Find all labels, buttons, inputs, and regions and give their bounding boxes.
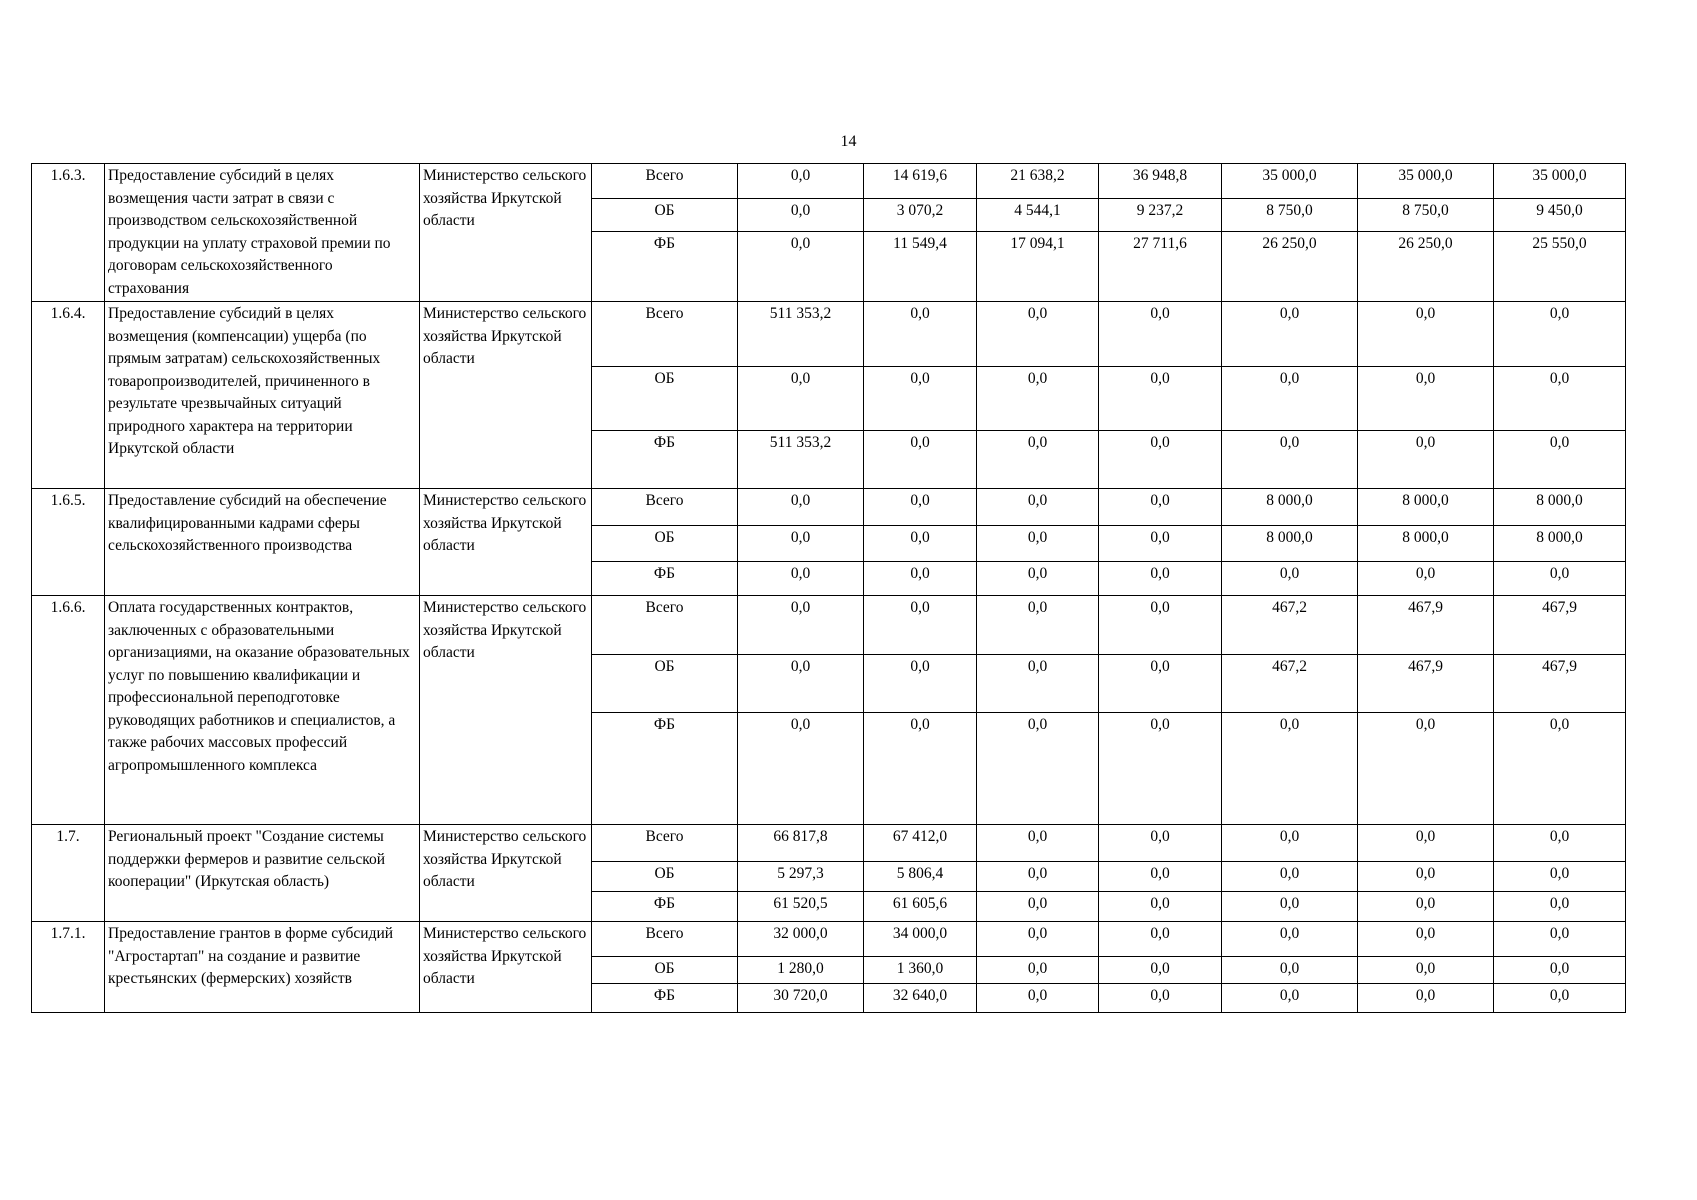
amount-cell: 0,0: [977, 862, 1099, 892]
amount-cell: 0,0: [738, 655, 864, 713]
page-number: 14: [840, 133, 857, 150]
amount-cell: 511 353,2: [738, 302, 864, 367]
amount-cell: 0,0: [977, 825, 1099, 862]
amount-cell: 0,0: [1099, 984, 1222, 1013]
amount-cell: 0,0: [738, 713, 864, 825]
funding-source: ОБ: [592, 862, 738, 892]
amount-cell: 0,0: [1358, 431, 1494, 489]
table-row: [32, 922, 1626, 957]
table-row: [32, 164, 1626, 199]
amount-cell: 0,0: [864, 367, 977, 431]
amount-cell: 35 000,0: [1494, 164, 1626, 199]
amount-cell: 0,0: [1099, 922, 1222, 957]
amount-cell: 0,0: [977, 526, 1099, 562]
amount-cell: 0,0: [1099, 825, 1222, 862]
amount-cell: 17 094,1: [977, 232, 1099, 302]
amount-cell: 0,0: [1358, 922, 1494, 957]
amount-cell: 27 711,6: [1099, 232, 1222, 302]
responsible-executor: Министерство сельского хозяйства Иркутской области: [420, 825, 592, 922]
table-row: [32, 489, 1626, 526]
amount-cell: 8 000,0: [1222, 526, 1358, 562]
amount-cell: 25 550,0: [1494, 232, 1626, 302]
table-row: [32, 825, 1626, 862]
item-number: 1.7.1.: [32, 922, 105, 1013]
item-number: 1.6.4.: [32, 302, 105, 489]
amount-cell: 0,0: [738, 489, 864, 526]
amount-cell: 32 000,0: [738, 922, 864, 957]
amount-cell: 26 250,0: [1222, 232, 1358, 302]
amount-cell: 0,0: [1222, 957, 1358, 984]
amount-cell: 26 250,0: [1358, 232, 1494, 302]
amount-cell: 21 638,2: [977, 164, 1099, 199]
funding-source: ФБ: [592, 431, 738, 489]
amount-cell: 467,9: [1358, 655, 1494, 713]
funding-source: ОБ: [592, 655, 738, 713]
amount-cell: 0,0: [1099, 655, 1222, 713]
amount-cell: 0,0: [1494, 367, 1626, 431]
funding-source: Всего: [592, 596, 738, 655]
amount-cell: 3 070,2: [864, 198, 977, 232]
amount-cell: 0,0: [1494, 825, 1626, 862]
amount-cell: 8 750,0: [1222, 198, 1358, 232]
funding-source: ОБ: [592, 957, 738, 984]
amount-cell: 0,0: [1222, 713, 1358, 825]
item-number: 1.7.: [32, 825, 105, 922]
item-name: Региональный проект "Создание системы поддержки фермеров и развитие сельской кооперации" (Иркутская область): [105, 825, 420, 922]
amount-cell: 0,0: [864, 302, 977, 367]
item-name: Оплата государственных контрактов, заключенных с образовательными организациями, на оказание образовательных услуг по повышению квалификации и профессиональной переподготовке руководящих работников и специалистов, а также рабочих массовых профессий агропромышленного комплекса: [105, 596, 420, 825]
amount-cell: 5 806,4: [864, 862, 977, 892]
amount-cell: 35 000,0: [1222, 164, 1358, 199]
amount-cell: 0,0: [1358, 862, 1494, 892]
amount-cell: 0,0: [738, 526, 864, 562]
amount-cell: 0,0: [1494, 431, 1626, 489]
funding-source: Всего: [592, 164, 738, 199]
funding-source: Всего: [592, 922, 738, 957]
amount-cell: 0,0: [738, 232, 864, 302]
amount-cell: 36 948,8: [1099, 164, 1222, 199]
responsible-executor: Министерство сельского хозяйства Иркутской области: [420, 489, 592, 596]
amount-cell: 0,0: [1358, 957, 1494, 984]
amount-cell: 0,0: [864, 562, 977, 596]
amount-cell: 0,0: [1099, 862, 1222, 892]
funding-source: ФБ: [592, 984, 738, 1013]
amount-cell: 0,0: [864, 526, 977, 562]
amount-cell: 511 353,2: [738, 431, 864, 489]
amount-cell: 9 450,0: [1494, 198, 1626, 232]
amount-cell: 0,0: [1222, 367, 1358, 431]
amount-cell: 0,0: [1099, 892, 1222, 922]
amount-cell: 0,0: [738, 562, 864, 596]
item-name: Предоставление грантов в форме субсидий "Агростартап" на создание и развитие крестьянских (фермерских) хозяйств: [105, 922, 420, 1013]
amount-cell: 0,0: [977, 302, 1099, 367]
amount-cell: 0,0: [1222, 892, 1358, 922]
amount-cell: 0,0: [738, 596, 864, 655]
amount-cell: 32 640,0: [864, 984, 977, 1013]
amount-cell: 0,0: [977, 489, 1099, 526]
amount-cell: 66 817,8: [738, 825, 864, 862]
amount-cell: 0,0: [1099, 713, 1222, 825]
funding-source: Всего: [592, 825, 738, 862]
item-number: 1.6.6.: [32, 596, 105, 825]
amount-cell: 1 280,0: [738, 957, 864, 984]
amount-cell: 0,0: [864, 489, 977, 526]
amount-cell: 0,0: [977, 957, 1099, 984]
amount-cell: 1 360,0: [864, 957, 977, 984]
amount-cell: 0,0: [1494, 957, 1626, 984]
amount-cell: 467,2: [1222, 655, 1358, 713]
funding-source: ФБ: [592, 562, 738, 596]
item-name: Предоставление субсидий в целях возмещения части затрат в связи с производством сельскохозяйственной продукции на уплату страховой премии по договорам сельскохозяйственного страхования: [105, 164, 420, 302]
funding-source: ОБ: [592, 198, 738, 232]
amount-cell: 0,0: [977, 922, 1099, 957]
amount-cell: 0,0: [1358, 367, 1494, 431]
funding-source: ОБ: [592, 526, 738, 562]
amount-cell: 61 605,6: [864, 892, 977, 922]
amount-cell: 8 000,0: [1358, 526, 1494, 562]
amount-cell: 0,0: [1222, 862, 1358, 892]
amount-cell: 0,0: [1358, 892, 1494, 922]
amount-cell: 0,0: [1358, 984, 1494, 1013]
item-name: Предоставление субсидий в целях возмещения (компенсации) ущерба (по прямым затратам) сельскохозяйственных товаропроизводителей, причиненного в результате чрезвычайных ситуаций природного характера на территории Иркутской области: [105, 302, 420, 489]
amount-cell: 0,0: [1358, 302, 1494, 367]
responsible-executor: Министерство сельского хозяйства Иркутской области: [420, 164, 592, 302]
amount-cell: 467,9: [1494, 596, 1626, 655]
amount-cell: 4 544,1: [977, 198, 1099, 232]
amount-cell: 0,0: [1222, 984, 1358, 1013]
amount-cell: 0,0: [977, 562, 1099, 596]
table-row: [32, 302, 1626, 367]
amount-cell: 0,0: [1494, 862, 1626, 892]
amount-cell: 0,0: [977, 431, 1099, 489]
amount-cell: 0,0: [1494, 302, 1626, 367]
amount-cell: 0,0: [1222, 562, 1358, 596]
amount-cell: 0,0: [1358, 562, 1494, 596]
amount-cell: 0,0: [977, 655, 1099, 713]
amount-cell: 0,0: [738, 367, 864, 431]
responsible-executor: Министерство сельского хозяйства Иркутской области: [420, 922, 592, 1013]
amount-cell: 0,0: [864, 655, 977, 713]
amount-cell: 34 000,0: [864, 922, 977, 957]
amount-cell: 0,0: [1494, 984, 1626, 1013]
amount-cell: 0,0: [1099, 562, 1222, 596]
amount-cell: 0,0: [864, 596, 977, 655]
amount-cell: 8 000,0: [1222, 489, 1358, 526]
table-row: [32, 596, 1626, 655]
amount-cell: 0,0: [864, 431, 977, 489]
amount-cell: 467,9: [1358, 596, 1494, 655]
amount-cell: 0,0: [1099, 596, 1222, 655]
amount-cell: 0,0: [738, 198, 864, 232]
budget-table: [31, 163, 1626, 1013]
amount-cell: 0,0: [977, 367, 1099, 431]
amount-cell: 0,0: [1222, 825, 1358, 862]
amount-cell: 9 237,2: [1099, 198, 1222, 232]
funding-source: ФБ: [592, 232, 738, 302]
funding-source: ФБ: [592, 713, 738, 825]
amount-cell: 0,0: [977, 892, 1099, 922]
responsible-executor: Министерство сельского хозяйства Иркутской области: [420, 596, 592, 825]
amount-cell: 0,0: [1222, 922, 1358, 957]
item-number: 1.6.5.: [32, 489, 105, 596]
amount-cell: 8 750,0: [1358, 198, 1494, 232]
item-name: Предоставление субсидий на обеспечение квалифицированными кадрами сферы сельскохозяйственного производства: [105, 489, 420, 596]
amount-cell: 0,0: [864, 713, 977, 825]
amount-cell: 14 619,6: [864, 164, 977, 199]
amount-cell: 8 000,0: [1358, 489, 1494, 526]
amount-cell: 0,0: [1222, 431, 1358, 489]
amount-cell: 0,0: [1494, 892, 1626, 922]
amount-cell: 0,0: [1358, 713, 1494, 825]
amount-cell: 0,0: [1099, 489, 1222, 526]
amount-cell: 0,0: [1222, 302, 1358, 367]
amount-cell: 8 000,0: [1494, 526, 1626, 562]
funding-source: Всего: [592, 489, 738, 526]
funding-source: ФБ: [592, 892, 738, 922]
amount-cell: 11 549,4: [864, 232, 977, 302]
amount-cell: 30 720,0: [738, 984, 864, 1013]
funding-source: ОБ: [592, 367, 738, 431]
amount-cell: 67 412,0: [864, 825, 977, 862]
amount-cell: 5 297,3: [738, 862, 864, 892]
amount-cell: 0,0: [1358, 825, 1494, 862]
amount-cell: 0,0: [977, 984, 1099, 1013]
amount-cell: 467,2: [1222, 596, 1358, 655]
amount-cell: 0,0: [977, 713, 1099, 825]
amount-cell: 0,0: [1099, 957, 1222, 984]
amount-cell: 0,0: [1494, 562, 1626, 596]
responsible-executor: Министерство сельского хозяйства Иркутской области: [420, 302, 592, 489]
amount-cell: 467,9: [1494, 655, 1626, 713]
amount-cell: 0,0: [1494, 713, 1626, 825]
funding-source: Всего: [592, 302, 738, 367]
amount-cell: 0,0: [977, 596, 1099, 655]
item-number: 1.6.3.: [32, 164, 105, 302]
amount-cell: 8 000,0: [1494, 489, 1626, 526]
amount-cell: 35 000,0: [1358, 164, 1494, 199]
amount-cell: 0,0: [1099, 302, 1222, 367]
amount-cell: 0,0: [1099, 367, 1222, 431]
amount-cell: 0,0: [738, 164, 864, 199]
amount-cell: 0,0: [1494, 922, 1626, 957]
amount-cell: 0,0: [1099, 526, 1222, 562]
amount-cell: 61 520,5: [738, 892, 864, 922]
amount-cell: 0,0: [1099, 431, 1222, 489]
